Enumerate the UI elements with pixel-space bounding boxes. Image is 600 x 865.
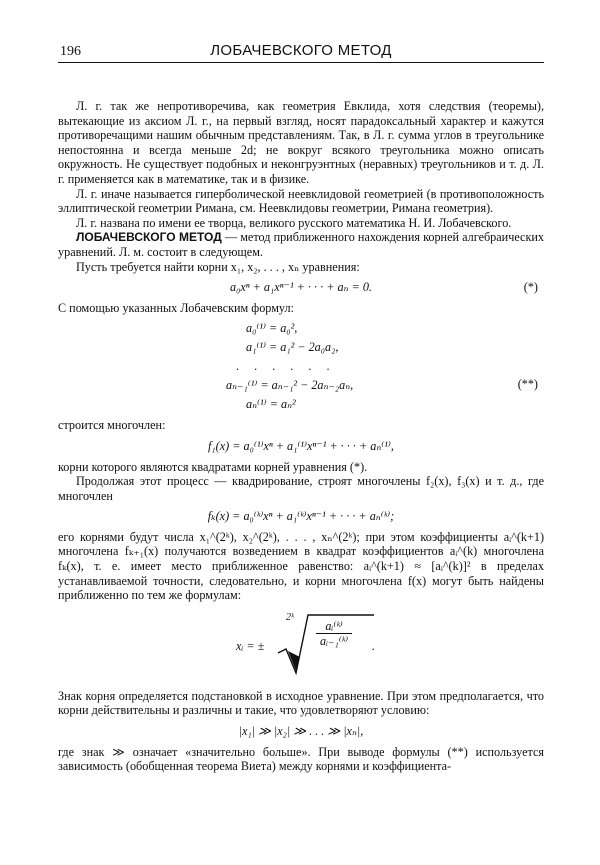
entry-definition: — метод приближенного нахождения корней алгебраических уравнений. Л. м. состоит в следующем.	[58, 230, 544, 259]
root-period: .	[372, 638, 376, 653]
root-formula	[58, 611, 544, 681]
paragraph-squaring: Продолжая этот процесс — квадрирование, строят многочлены f₂(x), f₃(x) и т. д., где многочлен	[58, 474, 544, 503]
root-fraction	[316, 619, 352, 649]
article-body	[58, 99, 544, 774]
paragraph-polynomial-intro: строится многочлен:	[58, 418, 166, 433]
root-index: 2ᵏ	[286, 611, 294, 623]
page-header	[58, 38, 544, 63]
system-dots: . . . . . .	[236, 359, 336, 374]
paragraph-properties: Л. г. так же непротиворечива, как геометрия Евклида, хотя следствия (теоремы), вытекающие из аксиом Л. г., на первый взгляд, носят парадоксальный характер и кажутся противоречащими нашим обычным представлениям. Так, в Л. г. сумма углов в треугольнике непостоянна и всегда меньше 2d; не вокруг всякого треугольника можно описать окружность. Не существует подобных и неконгруэнтных (неравных) треугольников и т. д. Л. г. применяется как в математике, так и в физике.	[58, 99, 544, 186]
paragraph-hyperbolic: Л. г. иначе называется гиперболической неевклидовой геометрией (в противоположность эллиптической геометрии Римана, см. Неевклидовы геометрии, Римана геометрия).	[58, 186, 544, 216]
page-number: 196	[60, 44, 81, 59]
paragraph-root-sign: Знак корня определяется подстановкой в исходное уравнение. При этом предполагается, что корни действительны и различны и такие, что удовлетворяют условию:	[58, 688, 544, 718]
paragraph-method-definition	[58, 230, 544, 259]
equation-inequality: |x₁| ≫ |x₂| ≫ . . . ≫ |xₙ|,	[238, 724, 364, 739]
entry-term: ЛОБАЧЕВСКОГО МЕТОД	[76, 230, 222, 245]
document-page	[58, 38, 544, 774]
system-line-2: a₁⁽¹⁾ = a₁² − 2a₀a₂,	[246, 340, 339, 355]
equation-f1: f₁(x) = a₀⁽¹⁾xⁿ + a₁⁽¹⁾xⁿ⁻¹ + · · · + aₙ⁽¹⁾,	[208, 438, 394, 453]
paragraph-task: Пусть требуется найти корни x₁, x₂, . . . , xₙ уравнения:	[76, 259, 360, 274]
paragraph-roots-squares: корни которого являются квадратами корней уравнения (*).	[58, 459, 368, 474]
root-denominator: aᵢ₋₁⁽ᵏ⁾	[320, 634, 349, 649]
system-line-3: aₙ₋₁⁽¹⁾ = aₙ₋₁² − 2aₙ₋₂aₙ,	[226, 378, 354, 393]
equation-fk: fₖ(x) = a₀⁽ᵏ⁾xⁿ + a₁⁽ᵏ⁾xⁿ⁻¹ + · · · + aₙ⁽ᵏ⁾;	[207, 509, 395, 524]
system-tag: (**)	[517, 377, 538, 392]
root-lhs: xᵢ = ±	[236, 638, 265, 653]
equation-star	[58, 280, 544, 295]
paragraph-naming: Л. г. названа по имени ее творца, великого русского математика Н. И. Лобачевского.	[76, 215, 512, 230]
running-title: ЛОБАЧЕВСКОГО МЕТОД	[210, 42, 392, 59]
system-line-4: aₙ⁽¹⁾ = aₙ²	[246, 397, 296, 412]
root-numerator: aᵢ⁽ᵏ⁾	[316, 619, 352, 635]
system-line-1: a₀⁽¹⁾ = a₀²,	[246, 321, 298, 336]
paragraph-formulas-intro: С помощью указанных Лобачевским формул:	[58, 300, 294, 315]
paragraph-coefficients: его корнями будут числа x₁^(2ᵏ), x₂^(2ᵏ), . . . , xₙ^(2ᵏ); при этом коэффициенты aᵢ^(k+1) многочлена fₖ₊₁(x) получаются возведением в квадрат коэффициентов aᵢ^(k) многочлена fₖ(x), т. е. имеет место приближенное равенство: aᵢ^(k+1) ≈ [aᵢ^(k)]² в пределах устанавливаемой точности, следовательно, и корни многочлена f(x) могут быть найдены приближенно по тем же формулам:	[58, 529, 544, 603]
paragraph-vieta: где знак ≫ означает «значительно больше». При выводе формулы (**) используется зависимость (обобщенная теорема Виета) между корнями и коэффициента-	[58, 744, 544, 774]
equation-star-body: a₀xⁿ + a₁xⁿ⁻¹ + · · · + aₙ = 0.	[230, 280, 372, 295]
formula-system	[58, 319, 544, 414]
equation-star-tag: (*)	[523, 280, 538, 295]
